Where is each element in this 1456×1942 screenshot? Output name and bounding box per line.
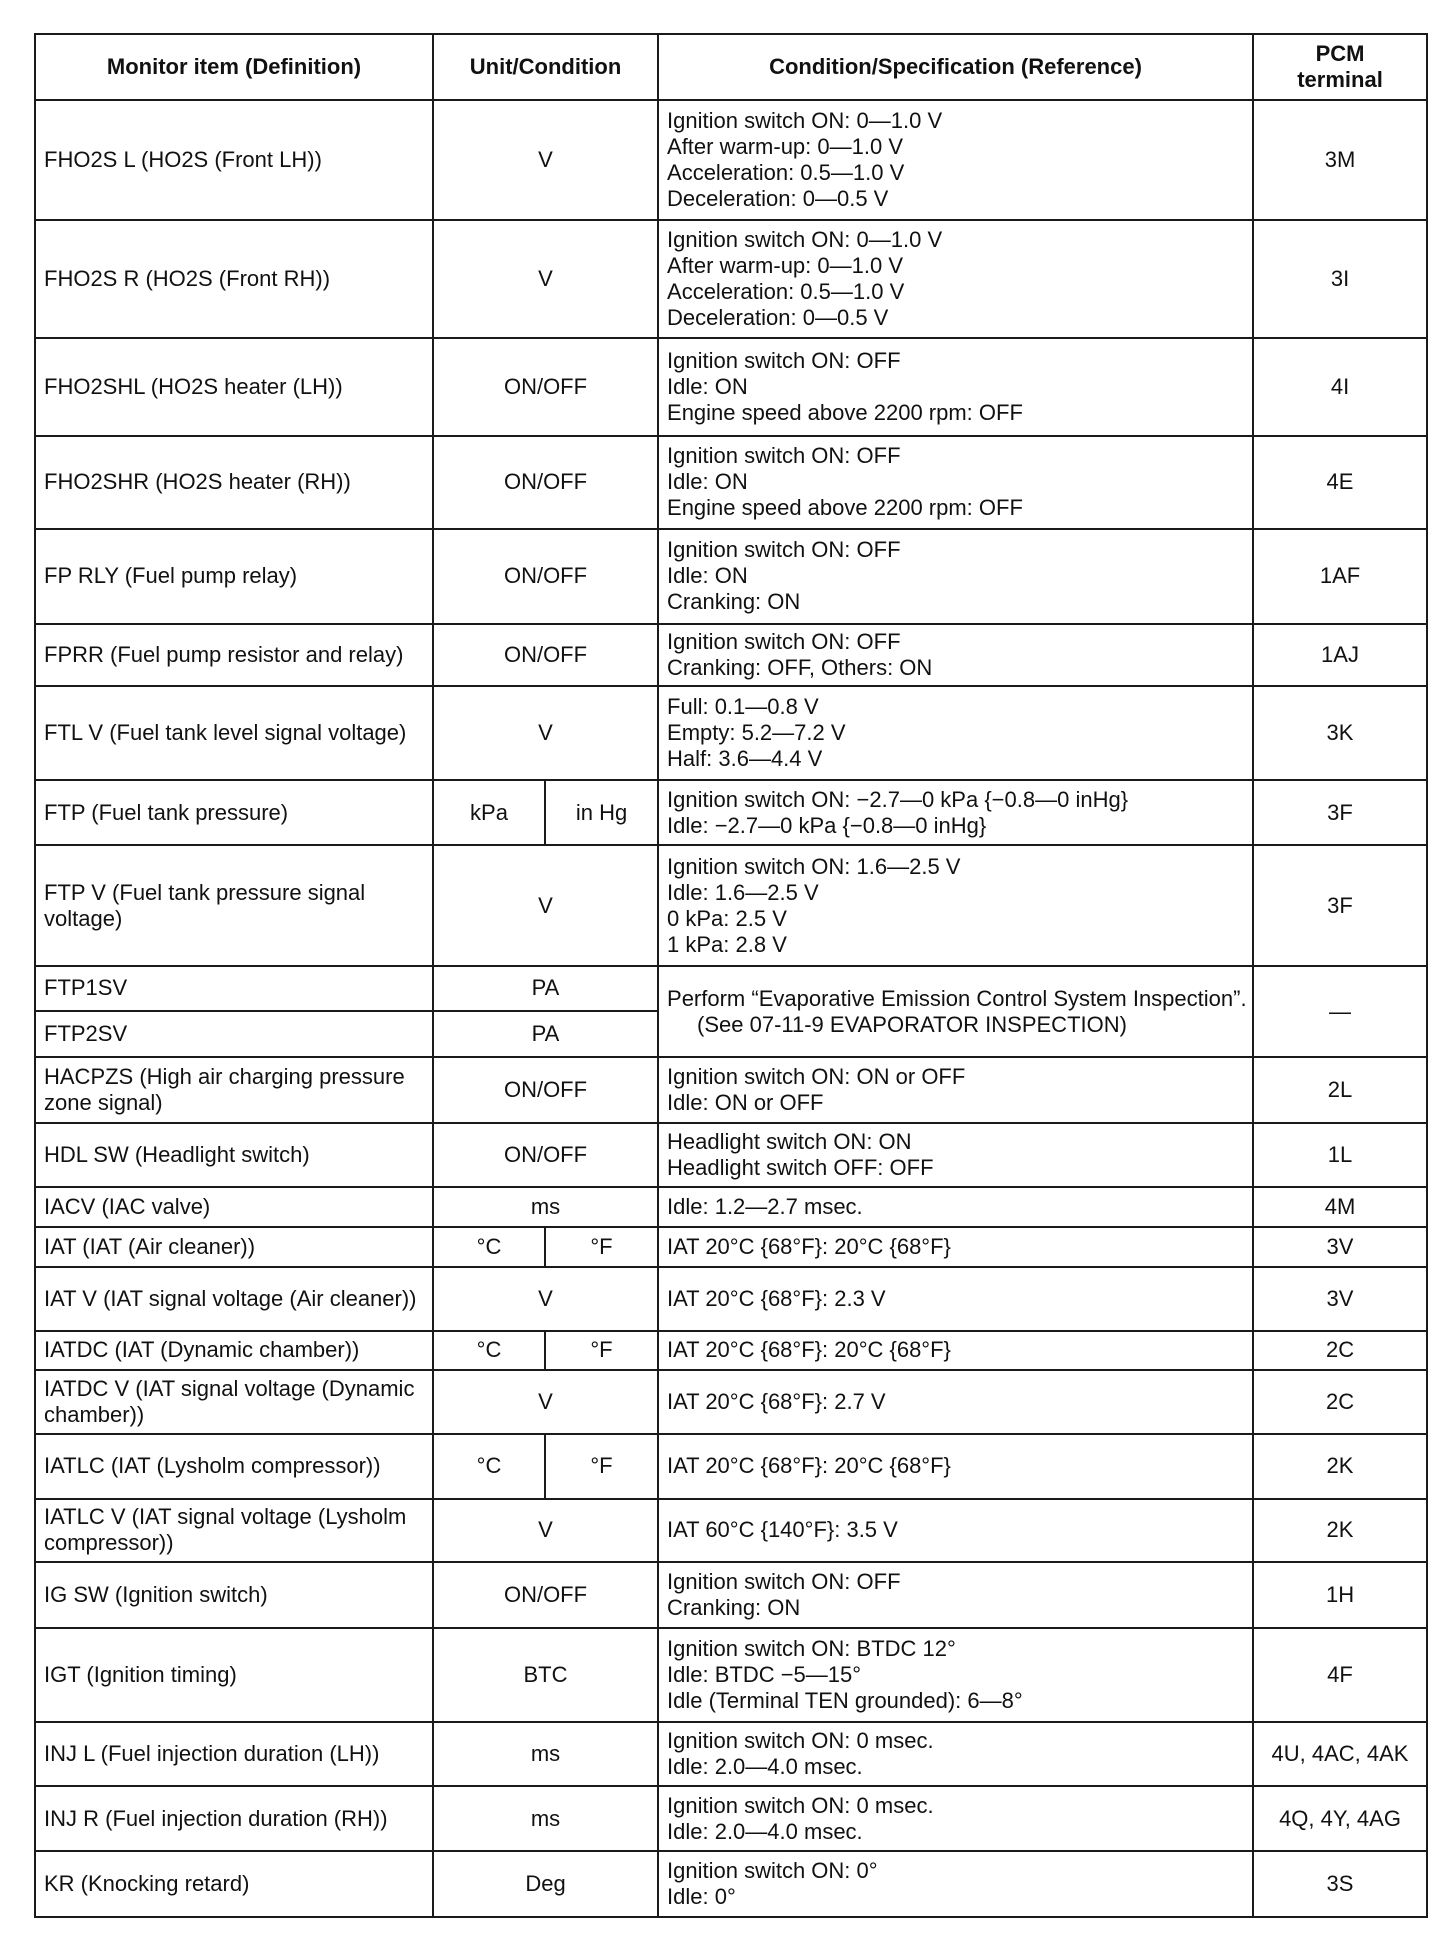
spec-line: Idle: −2.7—0 kPa {−0.8—0 inHg}	[667, 812, 987, 838]
spec-line: Empty: 5.2—7.2 V	[667, 720, 846, 746]
condition-spec	[658, 1628, 1253, 1721]
spec-line: Cranking: OFF, Others: ON	[667, 655, 933, 681]
unit-condition: ms	[433, 1187, 658, 1227]
condition-spec	[658, 1123, 1253, 1187]
condition-spec	[658, 529, 1253, 625]
spec-line: Ignition switch ON: 0°	[667, 1858, 878, 1884]
monitor-item: FTP1SV	[35, 966, 433, 1011]
monitor-item: FHO2SHL (HO2S heater (LH))	[35, 338, 433, 437]
table-row	[35, 624, 1427, 686]
spec-line: Ignition switch ON: 0—1.0 V	[667, 226, 943, 252]
col-spec-header: Condition/Specification (Reference)	[658, 34, 1253, 100]
monitor-spec-table	[34, 33, 1428, 1918]
spec-line: (See 07-11-9 EVAPORATOR INSPECTION)	[697, 1011, 1127, 1037]
pcm-terminal: 3M	[1253, 100, 1427, 220]
condition-spec	[658, 1267, 1253, 1330]
condition-spec	[658, 1851, 1253, 1917]
condition-spec	[658, 780, 1253, 845]
unit-condition: PA	[433, 1011, 658, 1057]
pcm-terminal: 4M	[1253, 1187, 1427, 1227]
spec-line: After warm-up: 0—1.0 V	[667, 252, 903, 278]
unit-condition: Deg	[433, 1851, 658, 1917]
pcm-terminal: 3S	[1253, 1851, 1427, 1917]
table-row	[35, 1267, 1427, 1330]
pcm-terminal: 3F	[1253, 845, 1427, 966]
unit-condition: ON/OFF	[433, 436, 658, 528]
spec-line: Idle: BTDC −5—15°	[667, 1662, 862, 1688]
spec-line: Idle: 0°	[667, 1884, 736, 1910]
condition-spec	[658, 1786, 1253, 1851]
table-row	[35, 1722, 1427, 1786]
spec-line: Idle: ON	[667, 373, 748, 399]
pcm-terminal: 2C	[1253, 1331, 1427, 1370]
table-row	[35, 686, 1427, 779]
condition-spec	[658, 100, 1253, 220]
condition-spec	[658, 1499, 1253, 1562]
table-row	[35, 966, 1427, 1011]
table-row	[35, 1370, 1427, 1434]
monitor-item: FP RLY (Fuel pump relay)	[35, 529, 433, 625]
condition-spec	[658, 1227, 1253, 1267]
monitor-item: IATDC V (IAT signal voltage (Dynamic chamber))	[35, 1370, 433, 1434]
monitor-item: FTP (Fuel tank pressure)	[35, 780, 433, 845]
spec-line: Idle: ON	[667, 469, 748, 495]
monitor-item: KR (Knocking retard)	[35, 1851, 433, 1917]
monitor-item: FPRR (Fuel pump resistor and relay)	[35, 624, 433, 686]
condition-spec	[658, 220, 1253, 338]
pcm-terminal: 4F	[1253, 1628, 1427, 1721]
spec-line: Engine speed above 2200 rpm: OFF	[667, 399, 1023, 425]
unit-imperial: °F	[545, 1331, 658, 1370]
unit-condition: ON/OFF	[433, 624, 658, 686]
monitor-item: HDL SW (Headlight switch)	[35, 1123, 433, 1187]
condition-spec	[658, 1722, 1253, 1786]
pcm-terminal: 4I	[1253, 338, 1427, 437]
col-monitor-item-header: Monitor item (Definition)	[35, 34, 433, 100]
table-row	[35, 1628, 1427, 1721]
unit-imperial: °F	[545, 1434, 658, 1498]
unit-condition: V	[433, 100, 658, 220]
spec-line: Headlight switch ON: ON	[667, 1128, 912, 1154]
unit-condition: ON/OFF	[433, 338, 658, 437]
pcm-terminal: 3K	[1253, 686, 1427, 779]
pcm-terminal: 2K	[1253, 1434, 1427, 1498]
table-row	[35, 1786, 1427, 1851]
spec-line: IAT 20°C {68°F}: 2.7 V	[667, 1389, 886, 1415]
unit-condition: ON/OFF	[433, 1123, 658, 1187]
monitor-item: IACV (IAC valve)	[35, 1187, 433, 1227]
pcm-terminal: 2C	[1253, 1370, 1427, 1434]
condition-spec	[658, 1562, 1253, 1628]
spec-line: Ignition switch ON: OFF	[667, 629, 901, 655]
spec-line: Idle: ON	[667, 563, 748, 589]
spec-line: Ignition switch ON: BTDC 12°	[667, 1636, 956, 1662]
pcm-terminal: 3V	[1253, 1267, 1427, 1330]
monitor-item: FTL V (Fuel tank level signal voltage)	[35, 686, 433, 779]
unit-condition: ms	[433, 1786, 658, 1851]
spec-line: Idle (Terminal TEN grounded): 6—8°	[667, 1688, 1023, 1714]
pcm-terminal: 4E	[1253, 436, 1427, 528]
unit-condition: BTC	[433, 1628, 658, 1721]
unit-condition: ON/OFF	[433, 529, 658, 625]
monitor-item: IGT (Ignition timing)	[35, 1628, 433, 1721]
condition-spec	[658, 1187, 1253, 1227]
spec-line: Engine speed above 2200 rpm: OFF	[667, 495, 1023, 521]
condition-spec	[658, 966, 1253, 1057]
spec-line: Ignition switch ON: OFF	[667, 537, 901, 563]
spec-line: Acceleration: 0.5—1.0 V	[667, 160, 905, 186]
monitor-item: IATDC (IAT (Dynamic chamber))	[35, 1331, 433, 1370]
unit-condition: ON/OFF	[433, 1562, 658, 1628]
table-row	[35, 1851, 1427, 1917]
unit-condition: V	[433, 220, 658, 338]
spec-line: Idle: 2.0—4.0 msec.	[667, 1818, 863, 1844]
spec-line: Deceleration: 0—0.5 V	[667, 186, 889, 212]
pcm-terminal: 3I	[1253, 220, 1427, 338]
terminal-header-line2: terminal	[1297, 67, 1383, 93]
monitor-item: FHO2S L (HO2S (Front LH))	[35, 100, 433, 220]
spec-line: Ignition switch ON: 0 msec.	[667, 1792, 934, 1818]
spec-line: Headlight switch OFF: OFF	[667, 1154, 934, 1180]
table-row	[35, 1499, 1427, 1562]
spec-line: Half: 3.6—4.4 V	[667, 746, 823, 772]
pcm-terminal: 3V	[1253, 1227, 1427, 1267]
spec-line: Ignition switch ON: −2.7—0 kPa {−0.8—0 inHg}	[667, 786, 1129, 812]
unit-metric: kPa	[433, 780, 545, 845]
spec-line: Idle: 2.0—4.0 msec.	[667, 1753, 863, 1779]
pcm-terminal: 2K	[1253, 1499, 1427, 1562]
table-row	[35, 1187, 1427, 1227]
spec-line: Idle: 1.2—2.7 msec.	[667, 1194, 863, 1220]
spec-line: Acceleration: 0.5—1.0 V	[667, 278, 905, 304]
unit-imperial: in Hg	[545, 780, 658, 845]
table-row	[35, 529, 1427, 625]
condition-spec	[658, 1370, 1253, 1434]
monitor-item: INJ R (Fuel injection duration (RH))	[35, 1786, 433, 1851]
unit-condition: PA	[433, 966, 658, 1011]
unit-condition: V	[433, 686, 658, 779]
condition-spec	[658, 1057, 1253, 1122]
spec-line: Ignition switch ON: OFF	[667, 1569, 901, 1595]
col-unit-header: Unit/Condition	[433, 34, 658, 100]
spec-line: Idle: ON or OFF	[667, 1090, 824, 1116]
spec-line: Ignition switch ON: 1.6—2.5 V	[667, 853, 961, 879]
monitor-item: FHO2S R (HO2S (Front RH))	[35, 220, 433, 338]
monitor-item: IATLC V (IAT signal voltage (Lysholm compressor))	[35, 1499, 433, 1562]
spec-line: Ignition switch ON: 0—1.0 V	[667, 108, 943, 134]
table-row	[35, 780, 1427, 845]
monitor-item: IAT V (IAT signal voltage (Air cleaner))	[35, 1267, 433, 1330]
pcm-terminal: 2L	[1253, 1057, 1427, 1122]
table-row	[35, 100, 1427, 220]
unit-condition: ms	[433, 1722, 658, 1786]
monitor-item: FTP2SV	[35, 1011, 433, 1057]
pcm-terminal: 4Q, 4Y, 4AG	[1253, 1786, 1427, 1851]
condition-spec	[658, 1331, 1253, 1370]
unit-condition: ON/OFF	[433, 1057, 658, 1122]
table-row	[35, 1562, 1427, 1628]
spec-line: Ignition switch ON: ON or OFF	[667, 1064, 966, 1090]
spec-line: Full: 0.1—0.8 V	[667, 694, 819, 720]
header-row	[35, 34, 1427, 100]
unit-metric: °C	[433, 1227, 545, 1267]
unit-condition: V	[433, 1370, 658, 1434]
monitor-item: IG SW (Ignition switch)	[35, 1562, 433, 1628]
table-row	[35, 1331, 1427, 1370]
spec-line: Ignition switch ON: 0 msec.	[667, 1727, 934, 1753]
col-terminal-header	[1253, 34, 1427, 100]
pcm-terminal: 1AF	[1253, 529, 1427, 625]
table-row	[35, 1057, 1427, 1122]
pcm-terminal: —	[1253, 966, 1427, 1057]
spec-line: Ignition switch ON: OFF	[667, 347, 901, 373]
spec-line: IAT 20°C {68°F}: 20°C {68°F}	[667, 1337, 951, 1363]
table-row	[35, 220, 1427, 338]
unit-metric: °C	[433, 1331, 545, 1370]
condition-spec	[658, 624, 1253, 686]
monitor-item: INJ L (Fuel injection duration (LH))	[35, 1722, 433, 1786]
spec-line: Deceleration: 0—0.5 V	[667, 304, 889, 330]
unit-condition: V	[433, 845, 658, 966]
spec-line: IAT 20°C {68°F}: 2.3 V	[667, 1286, 886, 1312]
pcm-terminal: 1L	[1253, 1123, 1427, 1187]
spec-line: Cranking: ON	[667, 1595, 801, 1621]
spec-line: Perform “Evaporative Emission Control System Inspection”.	[667, 985, 1247, 1011]
table-row	[35, 338, 1427, 437]
monitor-item: FTP V (Fuel tank pressure signal voltage)	[35, 845, 433, 966]
pcm-terminal: 1AJ	[1253, 624, 1427, 686]
spec-line: 0 kPa: 2.5 V	[667, 905, 787, 931]
table-row	[35, 845, 1427, 966]
pcm-terminal: 1H	[1253, 1562, 1427, 1628]
table-row	[35, 436, 1427, 528]
condition-spec	[658, 845, 1253, 966]
condition-spec	[658, 686, 1253, 779]
spec-line: Ignition switch ON: OFF	[667, 443, 901, 469]
spec-line: 1 kPa: 2.8 V	[667, 931, 787, 957]
spec-line: Cranking: ON	[667, 589, 801, 615]
unit-condition: V	[433, 1499, 658, 1562]
unit-imperial: °F	[545, 1227, 658, 1267]
monitor-item: HACPZS (High air charging pressure zone signal)	[35, 1057, 433, 1122]
condition-spec	[658, 338, 1253, 437]
condition-spec	[658, 436, 1253, 528]
spec-line: Idle: 1.6—2.5 V	[667, 879, 819, 905]
terminal-header-line1: PCM	[1315, 41, 1365, 67]
table-row	[35, 1227, 1427, 1267]
unit-condition: V	[433, 1267, 658, 1330]
table-row	[35, 1123, 1427, 1187]
spec-line: IAT 20°C {68°F}: 20°C {68°F}	[667, 1234, 951, 1260]
unit-metric: °C	[433, 1434, 545, 1498]
monitor-item: IATLC (IAT (Lysholm compressor))	[35, 1434, 433, 1498]
pcm-terminal: 4U, 4AC, 4AK	[1253, 1722, 1427, 1786]
pcm-terminal: 3F	[1253, 780, 1427, 845]
condition-spec	[658, 1434, 1253, 1498]
spec-line: After warm-up: 0—1.0 V	[667, 134, 903, 160]
spec-line: IAT 20°C {68°F}: 20°C {68°F}	[667, 1453, 951, 1479]
table-row	[35, 1434, 1427, 1498]
monitor-item: IAT (IAT (Air cleaner))	[35, 1227, 433, 1267]
spec-line: IAT 60°C {140°F}: 3.5 V	[667, 1517, 898, 1543]
monitor-item: FHO2SHR (HO2S heater (RH))	[35, 436, 433, 528]
